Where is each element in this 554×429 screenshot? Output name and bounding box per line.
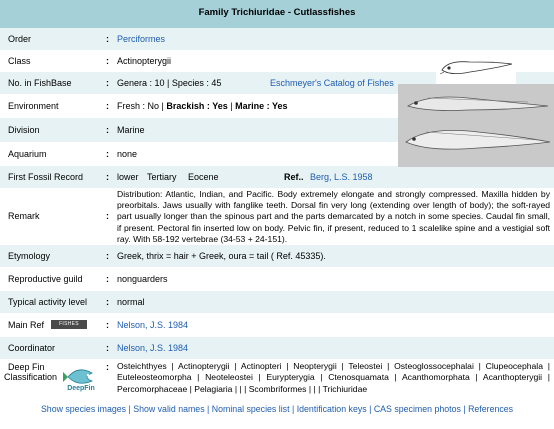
division-label: Division: [8, 125, 40, 135]
row-coordinator: [0, 337, 554, 359]
fishbase-value: Genera : 10 | Species : 45: [117, 78, 222, 88]
mainref-link[interactable]: Nelson, J.S. 1984: [117, 320, 189, 330]
colon: :: [106, 101, 109, 111]
deepfin-fish-icon: [62, 363, 100, 387]
fossil-label: First Fossil Record: [8, 172, 84, 182]
footer-link-species-images[interactable]: Show species images: [40, 404, 127, 414]
fish-drawing-small[interactable]: [436, 50, 516, 84]
env-marine: Marine : Yes: [235, 101, 288, 111]
fossil-eocene: Eocene: [188, 172, 219, 182]
activity-value: normal: [117, 297, 145, 307]
colon: :: [106, 56, 109, 66]
footer-link-cas-photos[interactable]: CAS specimen photos: [373, 404, 461, 414]
footer-link-identification-keys[interactable]: Identification keys: [296, 404, 367, 414]
deepfin-label-2: Classification: [4, 372, 58, 382]
aquarium-value: none: [117, 149, 138, 159]
colon: :: [106, 297, 109, 307]
row-activity: [0, 291, 554, 313]
fishes-world-logo[interactable]: FISHES WORLD: [51, 320, 87, 329]
colon: :: [106, 78, 109, 88]
deepfin-label-1: Deep Fin: [8, 362, 45, 372]
row-deepfin: [0, 359, 554, 399]
env-brackish: Brackish : Yes: [166, 101, 228, 111]
page-title: Family Trichiuridae - Cutlassfishes: [0, 0, 554, 28]
eschmeyer-link[interactable]: Eschmeyer's Catalog of Fishes: [270, 78, 394, 88]
footer-sep: |: [126, 404, 134, 414]
deepfin-text: Osteichthyes | Actinopterygii | Actinopteri | Neopterygii | Teleostei | Osteoglossocephalai | Clupeocephala | Euteleosteomorpha | Neoteleostei | Eurypterygia | Ctenosquamata | Acanthomorphata | Acanthopterygii | Percomorphaceae | Pelagiaria | | | Scombriformes | | | Trichiuridae: [117, 361, 550, 394]
footer-links: [0, 404, 554, 414]
activity-label: Typical activity level: [8, 297, 88, 307]
aquarium-label: Aquarium: [8, 149, 47, 159]
footer-sep: |: [366, 404, 374, 414]
etymology-label: Etymology: [8, 251, 51, 261]
order-link[interactable]: Perciformes: [117, 34, 166, 44]
colon: :: [106, 251, 109, 261]
row-fossil: [0, 166, 554, 188]
deepfin-logo[interactable]: [62, 363, 100, 395]
fossil-ref-label: Ref..: [284, 172, 304, 182]
colon: :: [106, 362, 109, 372]
fossil-lower: lower: [117, 172, 139, 182]
deepfin-logo-text: DeepFin: [67, 385, 95, 392]
fossil-tertiary: Tertiary: [147, 172, 177, 182]
footer-link-nominal-species[interactable]: Nominal species list: [211, 404, 290, 414]
mainref-label: Main Ref: [8, 320, 45, 330]
etymology-value: Greek, thrix = hair + Greek, oura = tail ( Ref. 45335).: [117, 251, 326, 261]
row-mainref: [0, 313, 554, 337]
coordinator-link[interactable]: Nelson, J.S. 1984: [117, 343, 189, 353]
footer-sep: |: [204, 404, 212, 414]
colon: :: [106, 274, 109, 284]
footer-link-references[interactable]: References: [468, 404, 514, 414]
colon: :: [106, 211, 109, 221]
footer-sep: |: [289, 404, 297, 414]
colon: :: [106, 149, 109, 159]
colon: :: [106, 172, 109, 182]
env-sep: |: [230, 101, 233, 111]
colon: :: [106, 343, 109, 353]
fossil-ref-link[interactable]: Berg, L.S. 1958: [310, 172, 373, 182]
fishbase-label: No. in FishBase: [8, 78, 72, 88]
footer-sep: |: [460, 404, 469, 414]
row-remark: [0, 188, 554, 245]
environment-value: [117, 101, 288, 111]
guild-label: Reproductive guild: [8, 274, 83, 284]
fish-photo[interactable]: [398, 84, 554, 167]
division-value: Marine: [117, 125, 145, 135]
remark-label: Remark: [8, 211, 40, 221]
cutlassfish-photo-icon: [398, 84, 554, 167]
order-label: Order: [8, 34, 32, 44]
guild-value: nonguarders: [117, 274, 168, 284]
coordinator-label: Coordinator: [8, 343, 56, 353]
env-fresh: Fresh : No |: [117, 101, 164, 111]
row-guild: [0, 267, 554, 291]
class-label: Class: [8, 56, 31, 66]
footer-link-valid-names[interactable]: Show valid names: [133, 404, 205, 414]
remark-text: Distribution: Atlantic, Indian, and Pacific. Body extremely elongate and strongly compressed. Maxilla hidden by preorbitals. Jaws usually with fanglike teeth. Dorsal fin very long (extending over length of body); the soft-rayed part usually longer than the spinous part and the parts demarcated by a notch in some species. Caudal fin small, if present. Pectoral fin inserted low on body. Pelvic fin, if present, reduced to 1 scalelike spine and a vestigial soft ray. With 58-192 vertebrae (34-53 + 24-151).: [117, 189, 550, 244]
row-order: [0, 28, 554, 50]
environment-label: Environment: [8, 101, 59, 111]
row-etymology: [0, 245, 554, 267]
fish-outline-icon: [436, 50, 516, 84]
colon: :: [106, 125, 109, 135]
class-value: Actinopterygii: [117, 56, 172, 66]
colon: :: [106, 34, 109, 44]
colon: :: [106, 320, 109, 330]
